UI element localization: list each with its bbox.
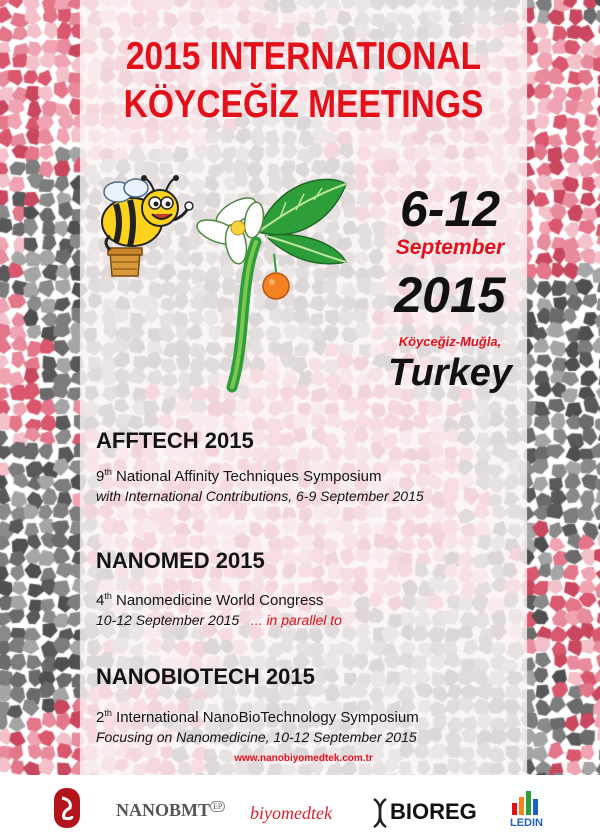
section-title: National Affinity Techniques Symposium: [116, 468, 382, 485]
ordinal-suffix: th: [104, 591, 112, 601]
section-line-nanobiotech: [96, 708, 419, 726]
sponsor-footer: [0, 775, 600, 840]
university-seal-logo: [52, 786, 82, 830]
ordinal-suffix: th: [104, 708, 112, 718]
section-heading-nanomed: NANOMED 2015: [96, 548, 265, 573]
honey-pot: [108, 248, 142, 276]
nanobmt-text: NANOBMT: [116, 800, 210, 820]
flower-illustration: [196, 172, 356, 397]
section-line-afftech: [96, 467, 381, 485]
section-subline-afftech: with International Contributions, 6-9 September 2015: [96, 488, 424, 504]
nanobmt-sup: EP: [210, 801, 225, 812]
event-country: Turkey: [388, 352, 512, 394]
website-link[interactable]: www.nanobiyomedtek.com.tr: [234, 753, 373, 764]
dna-icon: [372, 797, 388, 829]
section-line-nanomed: [96, 591, 323, 609]
title-line-1: 2015 INTERNATIONAL: [125, 35, 482, 78]
section-subline-text: 10-12 September 2015: [96, 612, 240, 628]
biyomedtek-logo: biyomedtek: [250, 803, 332, 823]
ledin-logo: LEDIN: [510, 817, 543, 829]
bee-illustration: [88, 170, 198, 285]
ordinal-suffix: th: [104, 467, 112, 477]
ordinal-number: 4: [96, 592, 105, 609]
ordinal-number: 2: [96, 709, 105, 726]
orange-fruit: [263, 273, 289, 299]
section-subline-nanobiotech: Focusing on Nanomedicine, 10-12 September 2015: [96, 729, 417, 745]
event-month: September: [395, 236, 505, 259]
section-heading-afftech: AFFTECH 2015: [96, 428, 254, 453]
nanobmt-logo: [116, 800, 225, 821]
ledin-bars-icon: [510, 787, 544, 815]
event-location: Köyceğiz-Muğla,: [398, 334, 502, 349]
section-heading-nanobiotech: NANOBIOTECH 2015: [96, 664, 315, 689]
event-year: 2015: [394, 267, 506, 323]
bioreg-logo: BIOREG: [390, 799, 477, 824]
title-line-2: KÖYCEĞİZ MEETINGS: [123, 83, 484, 126]
event-days: 6-12: [399, 181, 501, 237]
section-title: International NanoBioTechnology Symposium: [116, 709, 419, 726]
parallel-note: ... in parallel to: [250, 612, 342, 628]
ordinal-number: 9: [96, 468, 105, 485]
section-subline-nanomed: [96, 612, 342, 628]
section-title: Nanomedicine World Congress: [116, 592, 324, 609]
